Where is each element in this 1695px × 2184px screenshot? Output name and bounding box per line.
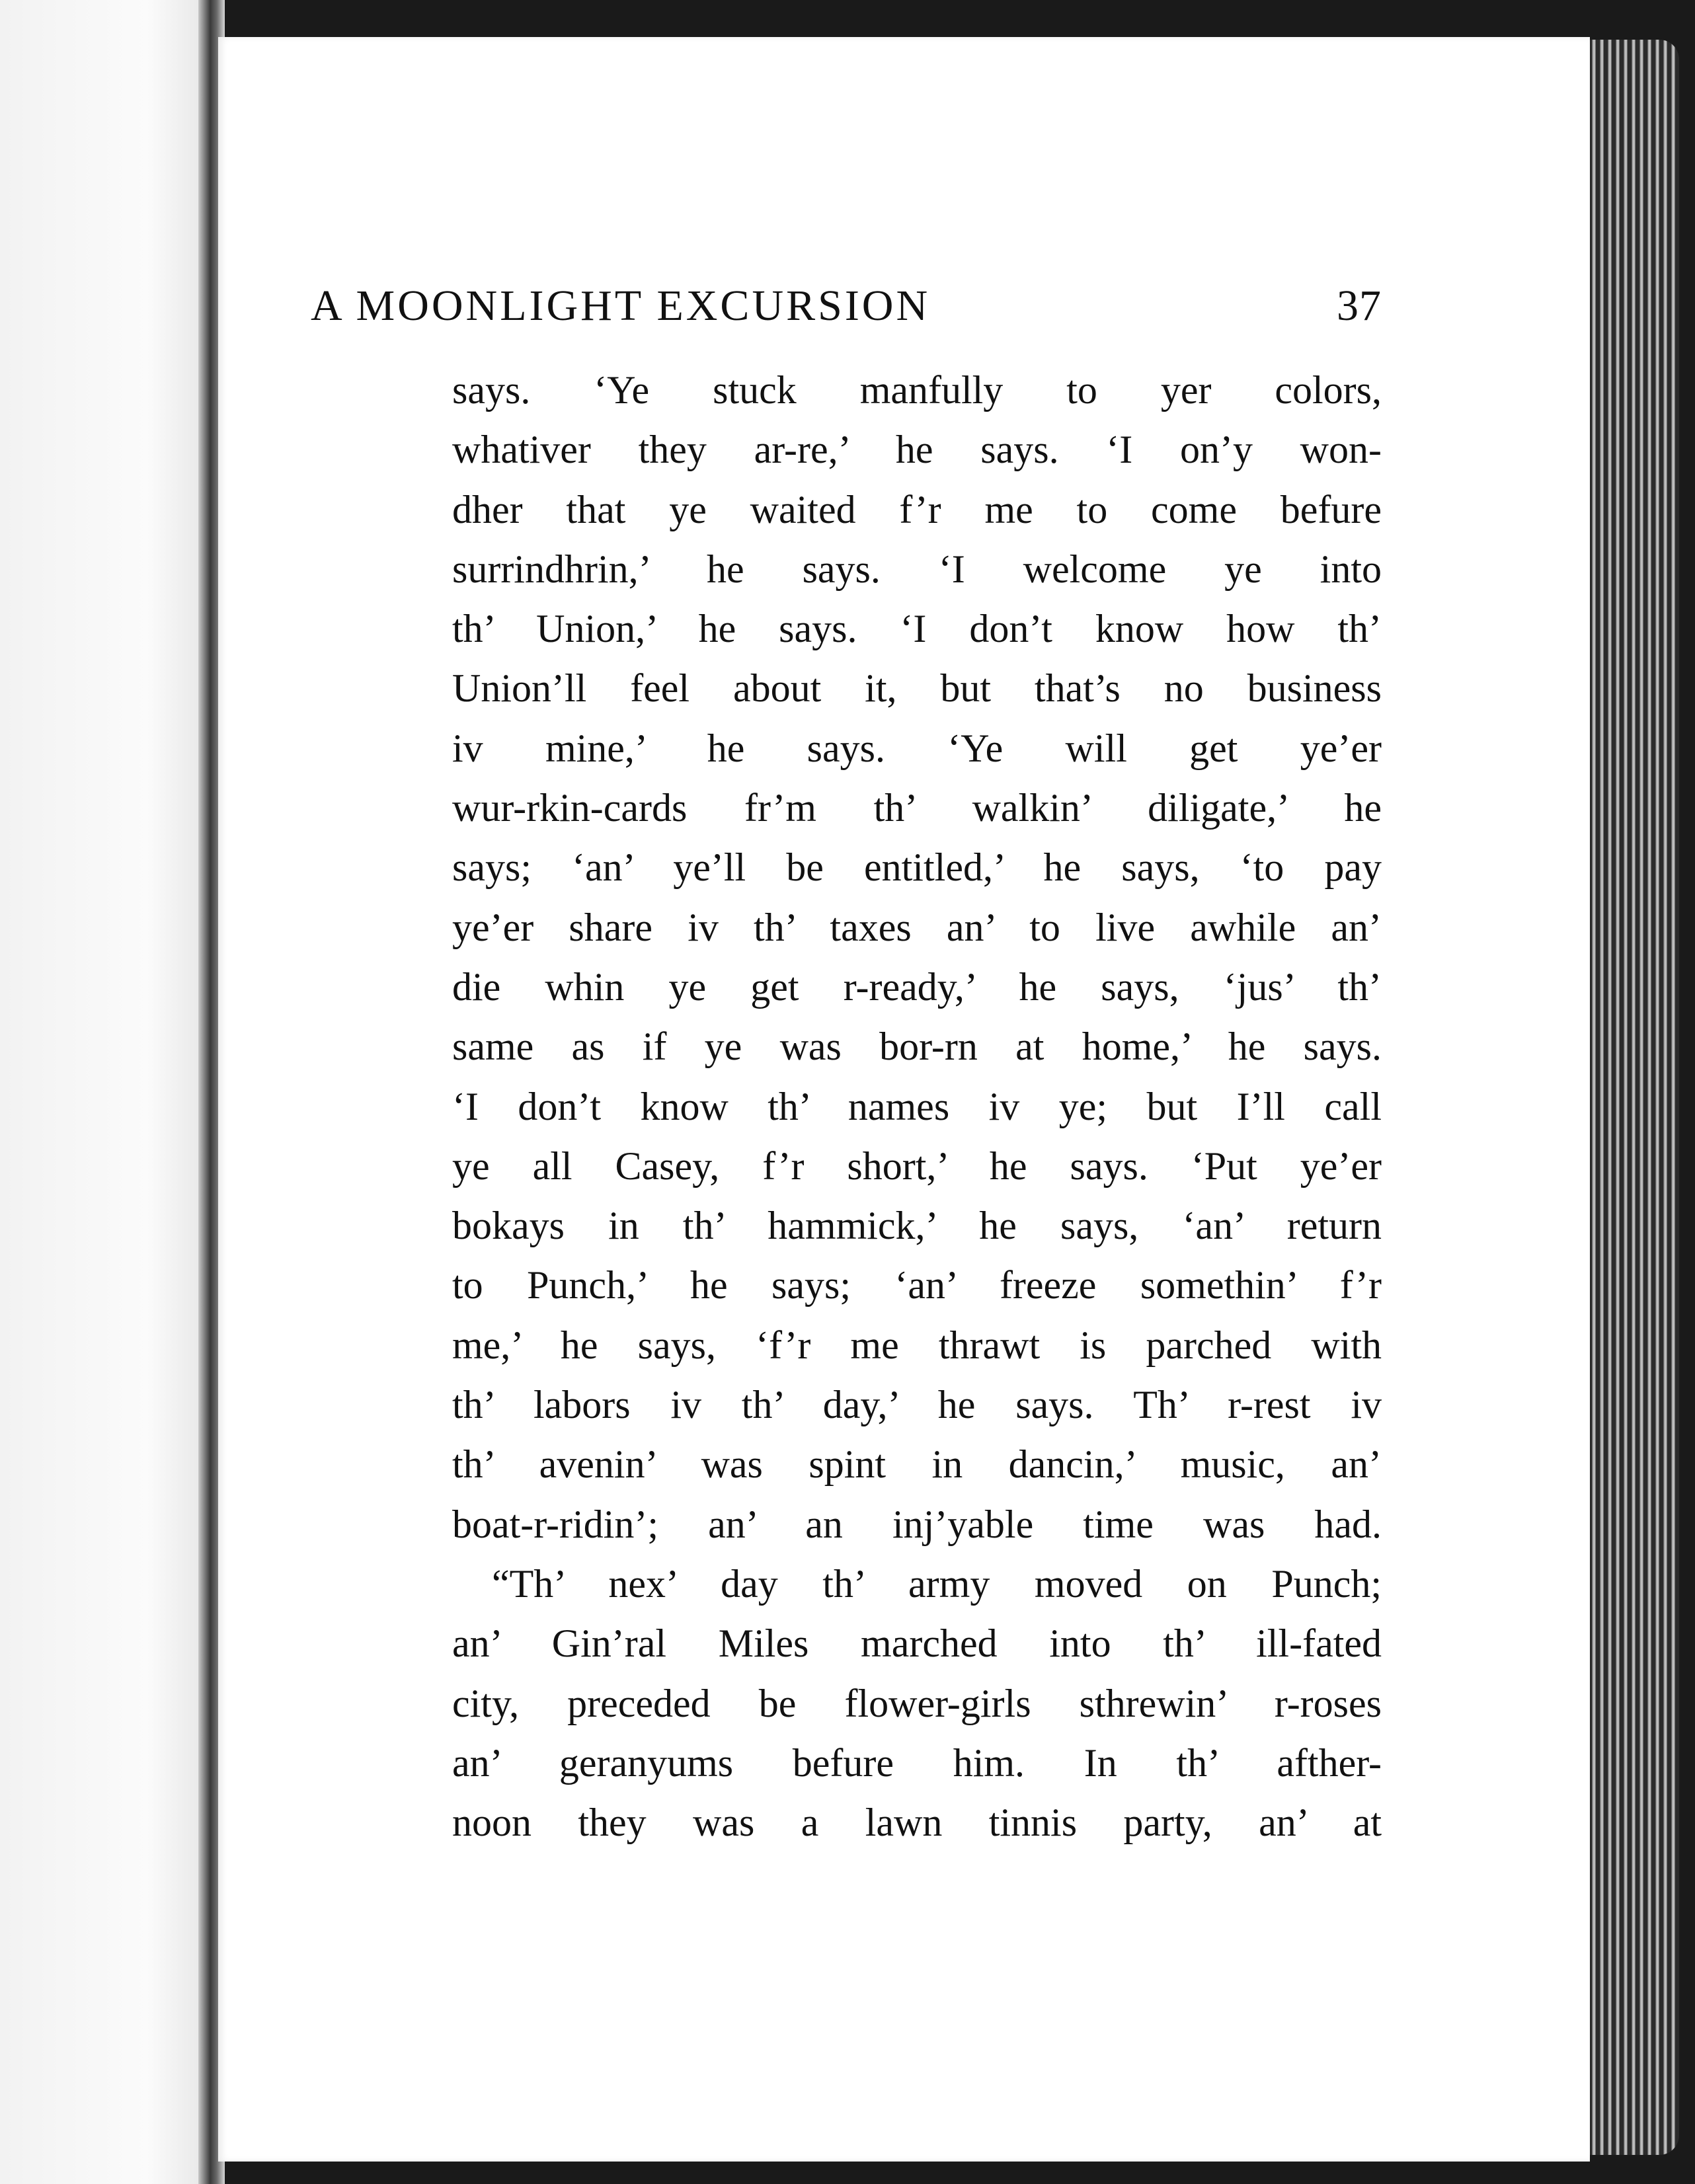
- text-line: same as if ye was bor-rn at home,’ he says.: [452, 1025, 1382, 1069]
- page-number: 37: [1337, 282, 1382, 330]
- text-line: Union’ll feel about it, but that’s no business: [452, 666, 1382, 711]
- paragraph-first-line: “Th’ nex’ day th’ army moved on Punch;: [492, 1561, 1382, 1606]
- text-line: city, preceded be flower-girls sthrewin’ r-roses: [452, 1681, 1382, 1725]
- text-line: says. ‘Ye stuck manfully to yer colors,: [452, 368, 1382, 412]
- text-line: to Punch,’ he says; ‘an’ freeze somethin’ f’r: [452, 1263, 1382, 1307]
- text-line: th’ avenin’ was spint in dancin,’ music, an’: [452, 1442, 1382, 1487]
- text-line: noon they was a lawn tinnis party, an’ at: [452, 1801, 1382, 1845]
- text-line: me,’ he says, ‘f’r me thrawt is parched with: [452, 1323, 1382, 1367]
- text-line: wur-rkin-cards fr’m th’ walkin’ diligate,’ he: [452, 786, 1382, 830]
- text-line: ye all Casey, f’r short,’ he says. ‘Put ye’er: [452, 1144, 1382, 1188]
- text-line: ‘I don’t know th’ names iv ye; but I’ll call: [452, 1084, 1382, 1128]
- text-line: die whin ye get r-ready,’ he says, ‘jus’ th’: [452, 964, 1382, 1009]
- text-line: an’ Gin’ral Miles marched into th’ ill-fated: [452, 1621, 1382, 1666]
- text-line: whativer they ar-re,’ he says. ‘I on’y won-: [452, 428, 1382, 472]
- text-line: surrindhrin,’ he says. ‘I welcome ye into: [452, 547, 1382, 591]
- text-line: ye’er share iv th’ taxes an’ to live awhile an’: [452, 905, 1382, 949]
- text-line: says; ‘an’ ye’ll be entitled,’ he says, ‘to pay: [452, 845, 1382, 890]
- left-page-edge: [0, 0, 210, 2184]
- text-line: an’ geranyums befure him. In th’ afther-: [452, 1740, 1382, 1785]
- text-line: th’ labors iv th’ day,’ he says. Th’ r-rest iv: [452, 1383, 1382, 1427]
- text-line: boat-r-ridin’; an’ an inj’yable time was had.: [452, 1502, 1382, 1546]
- text-line: bokays in th’ hammick,’ he says, ‘an’ return: [452, 1204, 1382, 1248]
- running-head-title: A MOONLIGHT EXCURSION: [311, 282, 931, 330]
- page-stack-edge: [1580, 40, 1679, 2155]
- text-line: dher that ye waited f’r me to come befure: [452, 487, 1382, 531]
- text-line: iv mine,’ he says. ‘Ye will get ye’er: [452, 726, 1382, 770]
- body-text: [452, 360, 1382, 1852]
- text-line: th’ Union,’ he says. ‘I don’t know how th’: [452, 607, 1382, 651]
- running-head: [311, 281, 1382, 331]
